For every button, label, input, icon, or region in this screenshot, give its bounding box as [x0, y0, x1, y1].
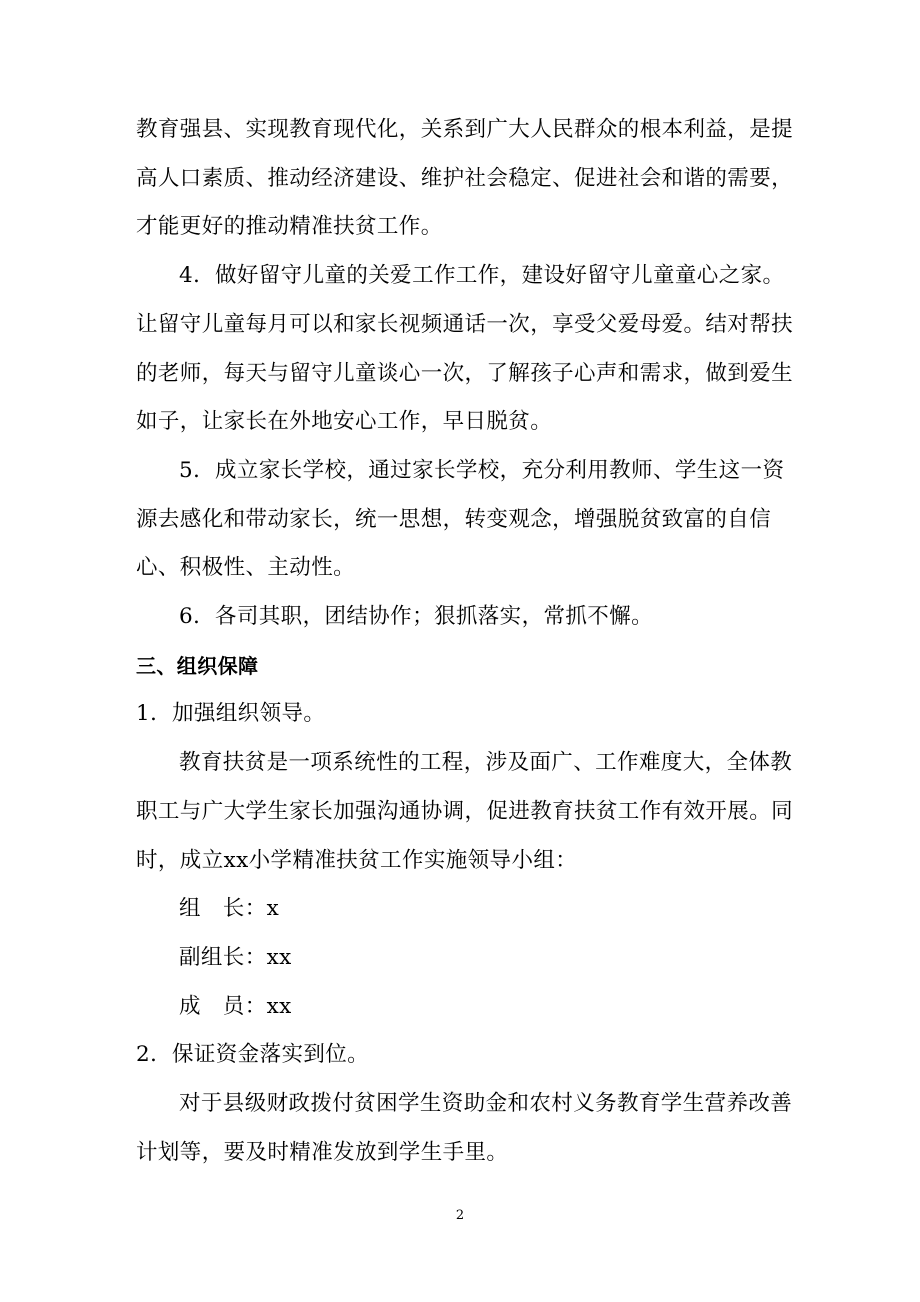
member-members: 成 员：xx: [179, 993, 292, 1019]
section-heading: 三、组织保障: [136, 653, 259, 678]
item-1-paragraph: 教育扶贫是一项系统性的工程，涉及面广、工作难度大，全体教职工与广大学生家长加强沟通协调，促进教育扶贫工作有效开展。同时，成立xx小学精准扶贫工作实施领导小组：: [136, 750, 794, 873]
paragraph-item-4: 4．做好留守儿童的关爱工作工作，建设好留守儿童童心之家。让留守儿童每月可以和家长视频通话一次，享受父爱母爱。结对帮扶的老师，每天与留守儿童谈心一次，了解孩子心声和需求，做到爱生如子，让家长在外地安心工作，早日脱贫。: [136, 263, 794, 435]
paragraph-education-county: 教育强县、实现教育现代化，关系到广大人民群众的根本利益，是提高人口素质、推动经济建设、维护社会稳定、促进社会和谐的需要，才能更好的推动精准扶贫工作。: [136, 117, 794, 240]
member-deputy-leader: 副组长：xx: [179, 944, 292, 970]
item-2-title: 2．保证资金落实到位。: [136, 1042, 370, 1068]
page-number: 2: [455, 1208, 465, 1223]
member-leader: 组 长：x: [179, 896, 280, 922]
paragraph-item-6: 6．各司其职，团结协作；狠抓落实，常抓不懈。: [179, 604, 653, 630]
paragraph-item-5: 5．成立家长学校，通过家长学校，充分利用教师、学生这一资源去感化和带动家长，统一思想，转变观念，增强脱贫致富的自信心、积极性、主动性。: [136, 457, 785, 581]
item-2-paragraph: 对于县级财政拨付贫困学生资助金和农村义务教育学生营养改善计划等，要及时精准发放到学生手里。: [136, 1091, 793, 1165]
document-body: [136, 106, 796, 1177]
item-1-title: 1．加强组织领导。: [136, 701, 326, 727]
